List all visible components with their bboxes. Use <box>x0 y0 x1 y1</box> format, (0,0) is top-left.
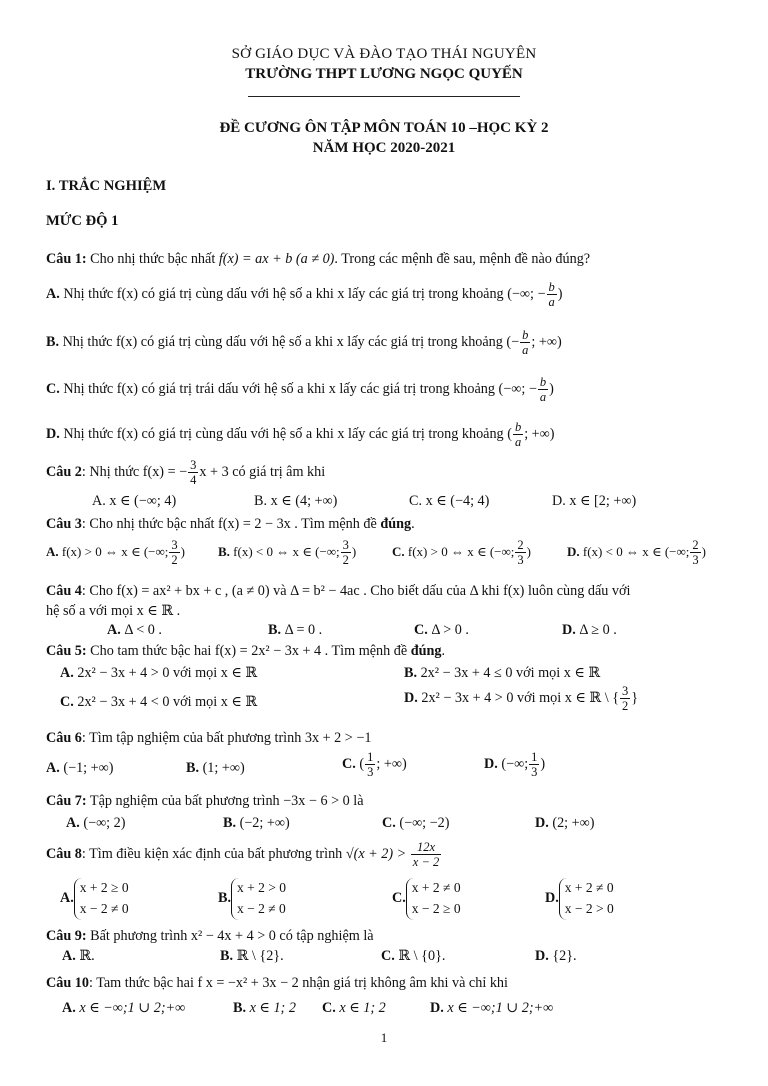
question-7-option-a: A. (−∞; 2) <box>66 815 126 831</box>
fraction: $\frac{b}{a}$ <box>514 420 522 450</box>
question-4-option-b: B. Δ = 0 . <box>268 622 323 638</box>
question-10-option-b: B. x ∈ 1; 2 <box>233 1000 296 1016</box>
fraction: $\frac{3}{2}$ <box>171 538 178 568</box>
question-1-option-c: C. Nhị thức f(x) có giá trị trái dấu với hệ số a khi x lấy các giá trị trong khoảng (−∞; − $\frac{b}{a}$ ) <box>46 375 554 405</box>
question-6-option-b: B. (1; +∞) <box>186 760 245 776</box>
equation-system: x + 2 ≠ 0 x − 2 ≥ 0 <box>406 878 461 920</box>
question-4-option-c: C. Δ > 0 . <box>414 622 469 638</box>
fraction: $\frac{b}{a}$ <box>539 375 547 405</box>
question-5-stem: Câu 5: Cho tam thức bậc hai f(x) = 2x² − 3x + 4 . Tìm mệnh đề đúng. <box>46 643 446 659</box>
question-6-option-a: A. (−1; +∞) <box>46 760 114 776</box>
fraction: $\frac{2}{3}$ <box>517 538 524 568</box>
question-9-option-c: C. ℝ \ {0}. <box>381 948 446 964</box>
question-10-option-c: C. x ∈ 1; 2 <box>322 1000 386 1016</box>
equation-system: x + 2 ≥ 0 x − 2 ≠ 0 <box>74 878 129 920</box>
question-2-option-d: D. x ∈ [2; +∞) <box>552 493 637 509</box>
question-10-option-a: A. x ∈ −∞;1 ∪ 2;+∞ <box>62 1000 186 1016</box>
question-9-option-d: D. {2}. <box>535 948 577 964</box>
question-label: Câu 1: <box>46 251 87 267</box>
question-6-option-d: D. (−∞; $\frac{1}{3}$ ) <box>484 750 546 780</box>
school-name: TRƯỜNG THPT LƯƠNG NGỌC QUYẾN <box>245 66 523 82</box>
question-4-option-d: D. Δ ≥ 0 . <box>562 622 617 638</box>
question-7-stem: Câu 7: Tập nghiệm của bất phương trình −3x − 6 > 0 là <box>46 793 364 809</box>
question-10-option-d: D. x ∈ −∞;1 ∪ 2;+∞ <box>430 1000 554 1016</box>
question-8-option-c: C.x + 2 ≠ 0 x − 2 ≥ 0 <box>392 878 461 920</box>
question-2-stem: Câu 2: Nhị thức f(x) = − $\frac{3}{4}$ x + 3 có giá trị âm khi <box>46 458 326 488</box>
question-4-stem-cont: hệ số a với mọi x ∈ ℝ . <box>46 603 181 619</box>
fraction: $\frac{1}{3}$ <box>531 750 538 780</box>
question-3-option-a: A. f(x) > 0 ⇔ x ∈ (−∞; $\frac{3}{2}$ ) <box>46 538 185 568</box>
question-5-option-d: D. 2x² − 3x + 4 > 0 với mọi x ∈ ℝ \ { $\frac{3}{2}$ } <box>404 684 639 714</box>
question-10-stem: Câu 10: Tam thức bậc hai f x = −x² + 3x − 2 nhận giá trị không âm khi và chỉ khi <box>46 975 508 991</box>
equation-system: x + 2 > 0 x − 2 ≠ 0 <box>231 878 286 920</box>
question-1-option-b: B. Nhị thức f(x) có giá trị cùng dấu với hệ số a khi x lấy các giá trị trong khoảng (− $\frac{b}{a}$ ; +∞) <box>46 328 562 358</box>
question-9-option-a: A. ℝ. <box>62 948 95 964</box>
question-label: Câu 5: <box>46 643 87 659</box>
question-9-option-b: B. ℝ \ {2}. <box>220 948 284 964</box>
question-label: Câu 9: <box>46 928 87 944</box>
fraction: $\frac{3}{4}$ <box>190 458 197 488</box>
level-heading: MỨC ĐỘ 1 <box>46 213 119 229</box>
question-5-option-c: C. 2x² − 3x + 4 < 0 với mọi x ∈ ℝ <box>60 694 258 710</box>
question-3-option-b: B. f(x) < 0 ⇔ x ∈ (−∞; $\frac{3}{2}$ ) <box>218 538 357 568</box>
question-3-option-c: C. f(x) > 0 ⇔ x ∈ (−∞; $\frac{2}{3}$ ) <box>392 538 531 568</box>
section-heading-multiple-choice: I. TRẮC NGHIỆM <box>46 178 167 194</box>
question-8-option-a: A.x + 2 ≥ 0 x − 2 ≠ 0 <box>60 878 129 920</box>
question-5-option-a: A. 2x² − 3x + 4 > 0 với mọi x ∈ ℝ <box>60 665 258 681</box>
fraction: $\frac{b}{a}$ <box>522 328 529 358</box>
question-6-option-c: C. ( $\frac{1}{3}$ ; +∞) <box>342 750 407 780</box>
question-1-stem: Câu 1: Cho nhị thức bậc nhất f(x) = ax + b (a ≠ 0). Trong các mệnh đề sau, mệnh đề nào đúng? <box>46 251 591 267</box>
question-9-stem: Câu 9: Bất phương trình x² − 4x + 4 > 0 có tập nghiệm là <box>46 928 374 944</box>
question-5-option-b: B. 2x² − 3x + 4 ≤ 0 với mọi x ∈ ℝ <box>404 665 601 681</box>
fraction: $\frac{1}{3}$ <box>367 750 374 780</box>
question-8-stem: Câu 8: Tìm điều kiện xác định của bất phương trình √(x + 2) > $\frac{12x}{x - 2}$ <box>46 840 440 870</box>
document-title: ĐỀ CƯƠNG ÔN TẬP MÔN TOÁN 10 –HỌC KỲ 2 <box>219 120 549 136</box>
question-3-option-d: D. f(x) < 0 ⇔ x ∈ (−∞; $\frac{2}{3}$ ) <box>567 538 706 568</box>
question-label: Câu 2 <box>46 464 82 481</box>
fraction: $\frac{3}{2}$ <box>342 538 349 568</box>
question-label: Câu 10 <box>46 975 89 991</box>
fraction: $\frac{12x}{x - 2}$ <box>412 840 440 870</box>
question-8-option-b: B.x + 2 > 0 x − 2 ≠ 0 <box>218 878 286 920</box>
fraction: $\frac{3}{2}$ <box>622 684 629 714</box>
question-8-option-d: D.x + 2 ≠ 0 x − 2 > 0 <box>545 878 614 920</box>
department-name: SỞ GIÁO DỤC VÀ ĐÀO TẠO THÁI NGUYÊN <box>231 46 537 62</box>
question-7-option-d: D. (2; +∞) <box>535 815 595 831</box>
question-1-option-d: D. Nhị thức f(x) có giá trị cùng dấu với hệ số a khi x lấy các giá trị trong khoảng ( $\frac{b}{a}$ ; +∞) <box>46 420 555 450</box>
question-label: Câu 7: <box>46 793 87 809</box>
question-2-option-b: B. x ∈ (4; +∞) <box>254 493 338 509</box>
equation-system: x + 2 ≠ 0 x − 2 > 0 <box>559 878 614 920</box>
question-6-stem: Câu 6: Tìm tập nghiệm của bất phương trình 3x + 2 > −1 <box>46 730 372 746</box>
question-2-option-a: A. x ∈ (−∞; 4) <box>92 493 177 509</box>
question-label: Câu 8 <box>46 846 82 863</box>
fraction: $\frac{b}{a}$ <box>548 280 555 310</box>
school-year: NĂM HỌC 2020-2021 <box>312 140 456 156</box>
question-2-option-c: C. x ∈ (−4; 4) <box>409 493 490 509</box>
question-4-stem: Câu 4: Cho f(x) = ax² + bx + c , (a ≠ 0) và Δ = b² − 4ac . Cho biết dấu của Δ khi f(x) luôn cùng dấu với <box>46 583 631 599</box>
question-3-stem: Câu 3: Cho nhị thức bậc nhất f(x) = 2 − 3x . Tìm mệnh đề đúng. <box>46 516 415 532</box>
question-label: Câu 3 <box>46 516 82 532</box>
question-7-option-b: B. (−2; +∞) <box>223 815 290 831</box>
fraction: $\frac{2}{3}$ <box>692 538 699 568</box>
question-1-option-a: A. Nhị thức f(x) có giá trị cùng dấu với hệ số a khi x lấy các giá trị trong khoảng (−∞; − $\frac{b}{a}$ ) <box>46 280 563 310</box>
header-divider <box>248 96 520 97</box>
question-label: Câu 6 <box>46 730 82 746</box>
question-7-option-c: C. (−∞; −2) <box>382 815 450 831</box>
page-number: 1 <box>380 1030 388 1045</box>
question-label: Câu 4 <box>46 583 82 599</box>
question-4-option-a: A. Δ < 0 . <box>107 622 162 638</box>
